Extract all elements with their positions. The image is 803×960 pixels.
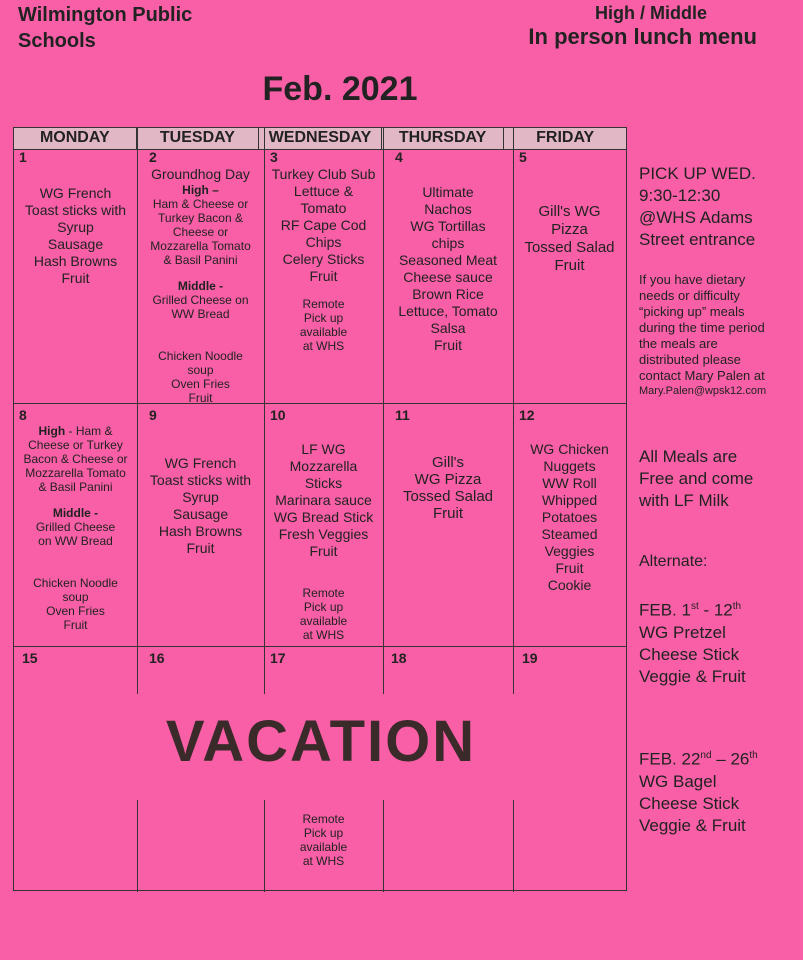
menu-friday-5: [513, 203, 626, 275]
menu-line: Hash Browns: [33, 253, 118, 269]
day-number: 12: [519, 407, 535, 423]
remote-note: Remote: [302, 812, 345, 826]
menu-line: [14, 424, 137, 438]
holiday-title: Groundhog Day: [151, 166, 250, 182]
menu-line: Ultimate: [422, 184, 474, 200]
menu-line: Veggies: [544, 543, 595, 559]
dietary-line: needs or difficulty: [639, 288, 740, 303]
alternate-dates: [639, 745, 799, 771]
grid-line: [264, 646, 265, 694]
dietary-info: [639, 272, 799, 398]
remote-note: Remote: [302, 586, 345, 600]
menu-line: Fruit: [309, 268, 338, 284]
menu-line: Pizza: [551, 221, 588, 238]
menu-line: Cheese or: [172, 225, 229, 239]
menu-wednesday-10: [264, 441, 383, 642]
remote-note: Pick up: [303, 826, 344, 840]
menu-line: Grilled Cheese: [35, 520, 116, 534]
alternate-label: Alternate:: [639, 553, 708, 570]
weekday-friday: FRIDAY: [504, 128, 626, 149]
day-number: 15: [22, 650, 38, 666]
grid-line: [383, 800, 384, 892]
alt-sup: nd: [700, 750, 712, 761]
day-number: 10: [270, 407, 286, 423]
menu-line: Ham & Cheese or: [152, 197, 249, 211]
menu-line: Mozzarella Tomato: [25, 466, 126, 480]
menu-friday-12: [513, 441, 626, 594]
free-line: All Meals are: [639, 447, 738, 466]
dietary-line: the meals are: [639, 336, 718, 351]
grid-line: [513, 646, 514, 694]
org-name: [18, 2, 192, 54]
alt-text: – 26: [711, 749, 750, 769]
menu-line: Lettuce, Tomato: [398, 303, 498, 319]
alt-sup: th: [749, 750, 758, 761]
menu-line: Lettuce &: [293, 183, 354, 199]
menu-line: WW Bread: [171, 307, 230, 321]
grid-line: [137, 800, 138, 892]
remote-note: Pick up: [303, 600, 344, 614]
menu-line: Fruit: [434, 337, 462, 353]
grid-line: [383, 403, 384, 646]
dietary-line: If you have dietary: [639, 272, 746, 287]
alternate-line: WG Bagel: [639, 771, 717, 791]
alternate-line: Cheese Stick: [639, 793, 740, 813]
day-number: 1: [19, 149, 27, 165]
menu-line: Bacon & Cheese or: [23, 452, 128, 466]
menu-line: Fruit: [555, 560, 584, 576]
high-label: High –: [182, 183, 219, 197]
menu-line: Brown Rice: [412, 286, 484, 302]
menu-line: LF WG: [301, 441, 346, 457]
weekday-wednesday: WEDNESDAY: [259, 128, 382, 149]
menu-line: Chicken Noodle: [158, 349, 243, 363]
alternate-dates: [639, 596, 799, 622]
menu-line: Fruit: [433, 505, 463, 522]
menu-line: Chips: [305, 234, 342, 250]
menu-line: Sausage: [172, 506, 229, 522]
alternate-line: Veggie & Fruit: [639, 815, 746, 835]
menu-line: Steamed: [541, 526, 598, 542]
school-level: High / Middle: [595, 3, 707, 23]
day-number: 17: [270, 650, 286, 666]
menu-line: Fruit: [554, 257, 585, 274]
weekday-thursday: THURSDAY: [382, 128, 505, 149]
menu-line: Cheese or Turkey: [28, 438, 123, 452]
menu-line: Mozzarella Tomato: [150, 239, 251, 253]
menu-monday-1: [14, 185, 137, 287]
alt-sup: th: [732, 601, 742, 612]
menu-tuesday-9: [137, 455, 264, 557]
menu-line: Oven Fries: [171, 377, 230, 391]
menu-line: Fruit: [63, 618, 88, 632]
pickup-line: PICK UP WED.: [639, 164, 756, 183]
menu-line: Gill's: [431, 454, 465, 471]
remote-note: available: [299, 840, 348, 854]
dietary-line: “picking up” meals: [639, 304, 745, 319]
free-line: with LF Milk: [639, 491, 729, 510]
alt-text: - 12: [698, 600, 733, 620]
menu-line: on WW Bread: [38, 534, 113, 548]
menu-line: Mozzarella: [289, 458, 358, 474]
contact-email: Mary.Palen@wpsk12.com: [639, 385, 767, 397]
menu-line: Sausage: [47, 236, 104, 252]
menu-line: WG Bread Stick: [273, 509, 374, 525]
pickup-line: @WHS Adams: [639, 208, 753, 227]
weekday-tuesday: TUESDAY: [137, 128, 260, 149]
menu-tuesday-2: [137, 166, 264, 405]
day-number: 16: [149, 650, 165, 666]
calendar-grid: [13, 127, 627, 891]
menu-line: Potatoes: [541, 509, 598, 525]
alternate-line: WG Pretzel: [639, 622, 726, 642]
day-number: 5: [519, 149, 527, 165]
menu-line: Fruit: [309, 543, 338, 559]
menu-line: chips: [431, 235, 465, 251]
remote-note: at WHS: [302, 628, 345, 642]
menu-line: Cookie: [547, 577, 592, 593]
weekday-header-row: [14, 128, 626, 150]
remote-note: at WHS: [302, 854, 345, 868]
grid-line: [14, 403, 626, 404]
grid-line: [14, 646, 626, 647]
free-meals-info: [639, 446, 799, 512]
remote-note: available: [299, 614, 348, 628]
day-number: 11: [395, 407, 410, 423]
menu-line: Nachos: [424, 201, 472, 217]
day-number: 18: [391, 650, 407, 666]
org-line-2: Schools: [18, 30, 96, 52]
middle-label: Middle -: [177, 279, 224, 293]
menu-line: WW Roll: [542, 475, 597, 491]
menu-text: - Ham &: [65, 424, 113, 438]
day-number: 19: [522, 650, 538, 666]
remote-note: at WHS: [302, 339, 345, 353]
middle-label: Middle -: [52, 506, 99, 520]
menu-monday-8: [14, 424, 137, 632]
menu-line: & Basil Panini: [163, 253, 238, 267]
menu-line: Oven Fries: [46, 604, 105, 618]
menu-line: Fruit: [188, 391, 213, 405]
menu-line: Salsa: [430, 320, 466, 336]
pickup-line: 9:30-12:30: [639, 186, 721, 205]
alternate-option-2: [639, 745, 799, 837]
menu-thursday-4: [383, 184, 513, 354]
menu-line: Chicken Noodle: [33, 576, 118, 590]
menu-heading: [528, 2, 757, 50]
menu-line: Hash Browns: [158, 523, 243, 539]
menu-line: Tossed Salad: [402, 488, 494, 505]
dietary-line: contact Mary Palen at: [639, 368, 765, 383]
menu-line: Syrup: [182, 489, 219, 505]
dietary-line: during the time period: [639, 320, 765, 335]
menu-line: Gill's WG: [538, 203, 601, 220]
remote-note: Pick up: [303, 311, 344, 325]
weekday-monday: MONDAY: [14, 128, 137, 149]
menu-line: Grilled Cheese on: [152, 293, 249, 307]
day-number: 4: [395, 149, 403, 165]
free-line: Free and come: [639, 469, 754, 488]
menu-line: Turkey Club Sub: [271, 166, 376, 182]
menu-line: soup: [187, 363, 214, 377]
menu-line: Syrup: [57, 219, 94, 235]
menu-line: RF Cape Cod: [280, 217, 367, 233]
menu-wednesday-3: [264, 166, 383, 353]
menu-line: Celery Sticks: [282, 251, 365, 267]
menu-line: Fruit: [186, 540, 215, 556]
menu-line: Fresh Veggies: [278, 526, 369, 542]
menu-line: Marinara sauce: [275, 492, 372, 508]
day-number: 3: [270, 149, 278, 165]
menu-line: WG French: [164, 455, 237, 471]
month-title: Feb. 2021: [262, 70, 418, 108]
menu-line: Tossed Salad: [524, 239, 615, 256]
menu-line: Seasoned Meat: [398, 252, 498, 268]
alt-sup: st: [690, 601, 699, 612]
high-label: High: [38, 424, 66, 438]
alternate-line: Veggie & Fruit: [639, 666, 746, 686]
grid-line: [383, 646, 384, 694]
remote-pickup-note: [264, 812, 383, 868]
vacation-banner: VACATION: [165, 709, 477, 774]
menu-title: In person lunch menu: [528, 24, 757, 49]
day-number: 8: [19, 407, 27, 423]
menu-line: WG Pizza: [414, 471, 482, 488]
menu-line: Toast sticks with: [24, 202, 127, 218]
menu-line: Toast sticks with: [149, 472, 252, 488]
menu-line: WG Chicken: [530, 441, 609, 457]
menu-thursday-11: [383, 454, 513, 522]
menu-line: WG Tortillas: [410, 218, 486, 234]
remote-note: available: [299, 325, 348, 339]
grid-line: [513, 800, 514, 892]
alternate-line: Cheese Stick: [639, 644, 740, 664]
menu-line: & Basil Panini: [38, 480, 113, 494]
menu-line: Nuggets: [543, 458, 596, 474]
grid-line: [137, 646, 138, 694]
menu-line: Whipped: [541, 492, 598, 508]
remote-note: Remote: [302, 297, 345, 311]
menu-line: Turkey Bacon &: [158, 211, 243, 225]
menu-line: Tomato: [300, 200, 347, 216]
pickup-info: [639, 163, 799, 251]
alternate-option-1: [639, 596, 799, 688]
menu-line: soup: [62, 590, 89, 604]
day-number: 9: [149, 407, 157, 423]
dietary-line: distributed please: [639, 352, 741, 367]
day-number: 2: [149, 149, 157, 165]
menu-line: WG French: [39, 185, 112, 201]
pickup-line: Street entrance: [639, 230, 756, 249]
menu-line: Cheese sauce: [403, 269, 493, 285]
menu-line: Fruit: [61, 270, 90, 286]
alt-text: FEB. 22: [639, 749, 701, 769]
org-line-1: Wilmington Public: [18, 4, 193, 26]
menu-line: Sticks: [304, 475, 343, 491]
alt-text: FEB. 1: [639, 600, 691, 620]
